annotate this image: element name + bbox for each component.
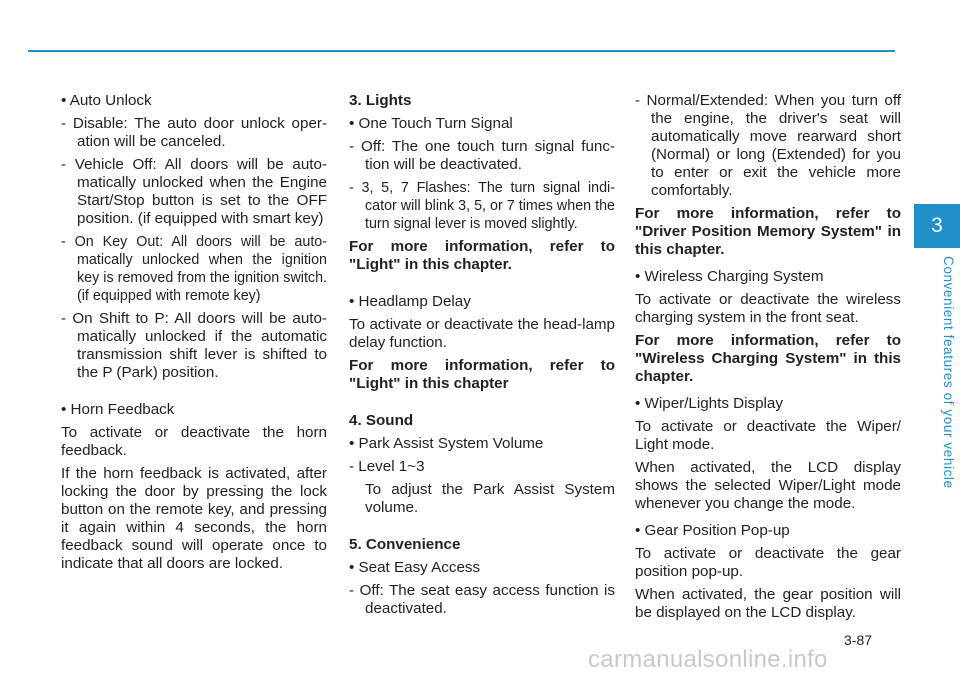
spacer [61,387,327,401]
one-touch-bullet: • One Touch Turn Signal [349,115,513,132]
spacer [349,398,615,412]
disable-option: - Disable: The auto door unlock oper-ation will be canceled. [61,115,327,150]
park-assist-bullet: • Park Assist System Volume [349,435,544,452]
headlamp-activate-text: To activate or deactivate the head-lamp delay function. [349,316,615,351]
horn-activate-text: To activate or deactivate the horn feedback. [61,424,327,459]
more-info-wireless: For more information, refer to "Wireless Charging System" in this chapter. [635,332,901,385]
lights-heading: 3. Lights [349,92,412,109]
headlamp-delay-bullet: • Headlamp Delay [349,293,471,310]
sound-heading: 4. Sound [349,412,414,429]
spacer [349,522,615,536]
more-info-light-1: For more information, refer to "Light" in this chapter. [349,238,615,273]
gear-description: When activated, the gear position will be displayed on the LCD display. [635,586,901,621]
wireless-activate-text: To activate or deactivate the wireless charging system in the front seat. [635,291,901,326]
column-middle [349,92,615,623]
normal-extended-option: - Normal/Extended: When you turn off the engine, the driver's seat will automatically move rearward short (Normal) or long (Extended) for you to enter or exit the vehicle more comfortably. [635,92,901,199]
park-adjust-text: To adjust the Park Assist System volume. [365,481,615,516]
on-shift-option: - On Shift to P: All doors will be auto-matically unlocked if the automatic transmission shift lever is shifted to the P (Park) position. [61,310,327,381]
level-option: - Level 1~3 [349,458,425,475]
wiper-description: When activated, the LCD display shows the selected Wiper/Light mode whenever you change the mode. [635,459,901,512]
seat-easy-bullet: • Seat Easy Access [349,559,481,576]
off-turn-option: - Off: The one touch turn signal func-tion will be deactivated. [349,138,615,173]
convenience-heading: 5. Convenience [349,536,461,553]
off-seat-option: - Off: The seat easy access function is deactivated. [349,582,615,617]
flashes-option: - 3, 5, 7 Flashes: The turn signal indi-cator will blink 3, 5, or 7 times when the turn signal lever is moved slightly. [349,180,615,232]
spacer [349,279,615,293]
more-info-light-2: For more information, refer to "Light" in this chapter [349,357,615,392]
column-left [61,92,327,578]
horn-description: If the horn feedback is activated, after locking the door by pressing the lock button on the remote key, and pressing it again within 4 seconds, the horn feedback sound will operate once to indicate that all doors are locked. [61,465,327,572]
on-key-out-option: - On Key Out: All doors will be auto-matically unlocked when the ignition key is removed from the ignition switch. (if equipped with remote key) [61,234,327,304]
chapter-side-title: Convenient features of your vehicle [941,256,956,489]
chapter-tab: 3 [914,204,960,248]
watermark: carmanualsonline.info [588,646,828,673]
gear-popup-bullet: • Gear Position Pop-up [635,522,790,539]
column-right [635,92,901,627]
wireless-charging-bullet: • Wireless Charging System [635,268,824,285]
vehicle-off-option: - Vehicle Off: All doors will be auto-matically unlocked when the Engine Start/Stop button is set to the OFF position. (if equipped with smart key) [61,156,327,227]
more-info-driver-position: For more information, refer to "Driver Position Memory System" in this chapter. [635,205,901,258]
wiper-lights-bullet: • Wiper/Lights Display [635,395,783,412]
horn-feedback-bullet: • Horn Feedback [61,401,175,418]
header-rule [28,50,895,52]
auto-unlock-bullet: • Auto Unlock [61,92,152,109]
wiper-activate-text: To activate or deactivate the Wiper/ Light mode. [635,418,901,453]
gear-activate-text: To activate or deactivate the gear position pop-up. [635,545,901,580]
page-number: 3-87 [844,632,873,648]
